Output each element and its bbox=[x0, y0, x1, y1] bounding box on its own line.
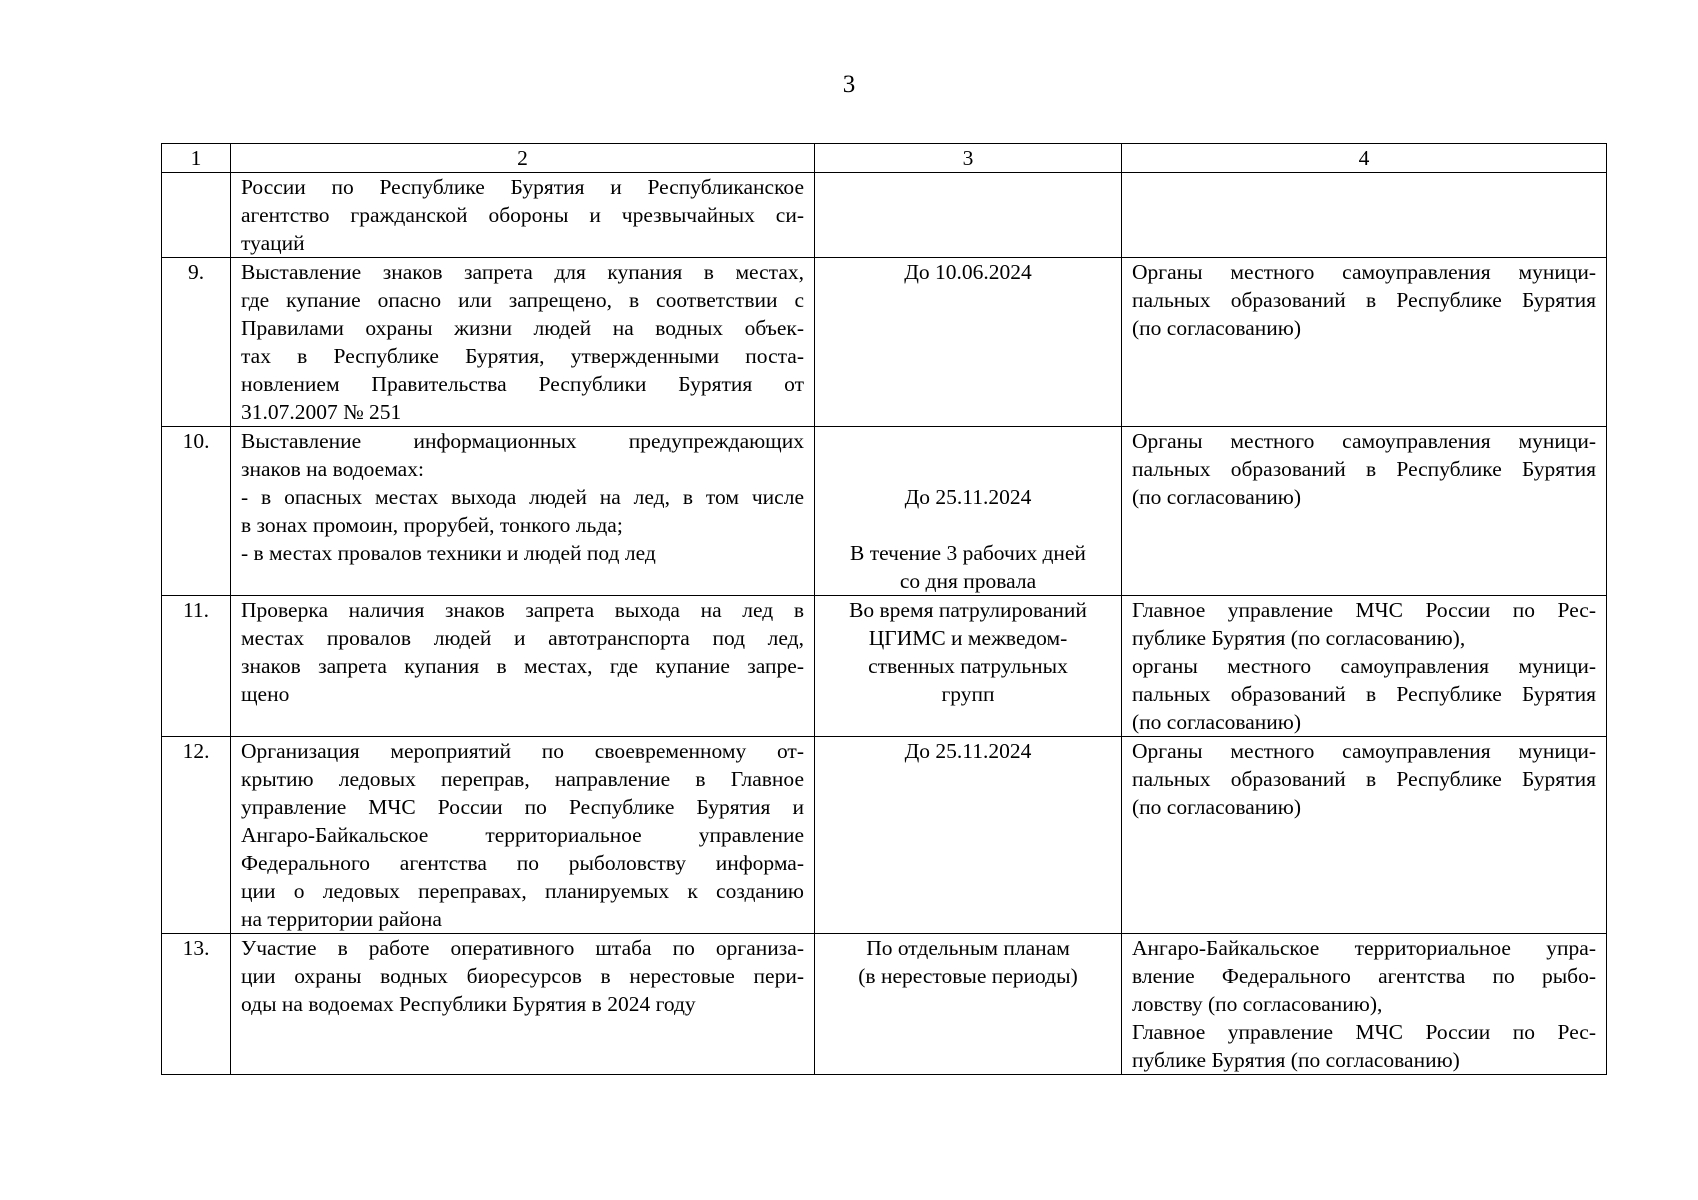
text-line: Проверка наличия знаков запрета выхода на лед в bbox=[241, 598, 804, 622]
text-line: Ангаро-Байкальское территориальное управление bbox=[241, 823, 804, 847]
text-line: Главное управление МЧС России по Рес- bbox=[1132, 1020, 1596, 1044]
text-line: ции о ледовых переправах, планируемых к созданию bbox=[241, 879, 804, 903]
term-line: (в нерестовые периоды) bbox=[858, 964, 1078, 988]
text-line: щено bbox=[241, 682, 290, 706]
text-line: знаков на водоемах: bbox=[241, 457, 424, 481]
row-description bbox=[231, 173, 815, 258]
text-line: Участие в работе оперативного штаба по организа- bbox=[241, 936, 804, 960]
text-line: туаций bbox=[241, 231, 305, 255]
row-executor bbox=[1122, 737, 1607, 934]
row-executor bbox=[1122, 258, 1607, 427]
row-executor bbox=[1122, 427, 1607, 596]
text-line: публике Бурятия (по согласованию) bbox=[1132, 1048, 1460, 1072]
row-number: 12. bbox=[162, 737, 231, 934]
row-executor bbox=[1122, 934, 1607, 1075]
table-row bbox=[162, 173, 1607, 258]
term-line: со дня провала bbox=[899, 569, 1037, 593]
row-description bbox=[231, 934, 815, 1075]
row-description bbox=[231, 258, 815, 427]
table-row bbox=[162, 737, 1607, 934]
spacer bbox=[825, 427, 1111, 455]
plan-table bbox=[161, 143, 1607, 1075]
table-header-row bbox=[162, 144, 1607, 173]
text-line: пальных образований в Республике Бурятия bbox=[1132, 767, 1596, 791]
row-number bbox=[162, 173, 231, 258]
term-line: По отдельным планам bbox=[866, 936, 1070, 960]
term-line: В течение 3 рабочих дней bbox=[850, 541, 1086, 565]
spacer bbox=[825, 455, 1111, 483]
term-line: До 25.11.2024 bbox=[904, 485, 1032, 509]
table-row bbox=[162, 258, 1607, 427]
text-line: - в опасных местах выхода людей на лед, в том числе bbox=[241, 485, 804, 509]
text-line: Ангаро-Байкальское территориальное упра- bbox=[1132, 936, 1596, 960]
page-number: 3 bbox=[842, 71, 856, 98]
term-line: ственных патрульных bbox=[868, 654, 1068, 678]
text-line: Выставление знаков запрета для купания в местах, bbox=[241, 260, 804, 284]
text-line: новлением Правительства Республики Бурятия от bbox=[241, 372, 804, 396]
text-line: Органы местного самоуправления муници- bbox=[1132, 429, 1596, 453]
row-term bbox=[815, 737, 1122, 934]
text-line: агентство гражданской обороны и чрезвычайных си- bbox=[241, 203, 804, 227]
row-term bbox=[815, 596, 1122, 737]
text-line: пальных образований в Республике Бурятия bbox=[1132, 288, 1596, 312]
text-line: (по согласованию) bbox=[1132, 795, 1302, 819]
row-number: 9. bbox=[162, 258, 231, 427]
term-line: До 25.11.2024 bbox=[904, 739, 1032, 763]
text-line: пальных образований в Республике Бурятия bbox=[1132, 682, 1596, 706]
text-line: ции охраны водных биоресурсов в нерестовые пери- bbox=[241, 964, 804, 988]
row-description bbox=[231, 596, 815, 737]
column-header: 1 bbox=[162, 144, 231, 173]
text-line: 31.07.2007 № 251 bbox=[241, 400, 402, 424]
text-line: (по согласованию) bbox=[1132, 316, 1302, 340]
term-line: групп bbox=[941, 682, 995, 706]
term-line: До 10.06.2024 bbox=[904, 260, 1032, 284]
spacer bbox=[825, 511, 1111, 539]
text-line: знаков запрета купания в местах, где купание запре- bbox=[241, 654, 804, 678]
row-number: 13. bbox=[162, 934, 231, 1075]
text-line: Органы местного самоуправления муници- bbox=[1132, 739, 1596, 763]
row-number: 10. bbox=[162, 427, 231, 596]
row-term bbox=[815, 173, 1122, 258]
column-header: 4 bbox=[1122, 144, 1607, 173]
row-term bbox=[815, 934, 1122, 1075]
term-line: Во время патрулирований bbox=[849, 598, 1087, 622]
row-executor bbox=[1122, 173, 1607, 258]
table-row bbox=[162, 934, 1607, 1075]
row-term bbox=[815, 427, 1122, 596]
row-term bbox=[815, 258, 1122, 427]
text-line: Выставление информационных предупреждающих bbox=[241, 429, 804, 453]
text-line: России по Республике Бурятия и Республиканское bbox=[241, 175, 804, 199]
text-line: местах провалов людей и автотранспорта под лед, bbox=[241, 626, 804, 650]
table-row bbox=[162, 596, 1607, 737]
text-line: Организация мероприятий по своевременному от- bbox=[241, 739, 804, 763]
column-header: 3 bbox=[815, 144, 1122, 173]
text-line: Главное управление МЧС России по Рес- bbox=[1132, 598, 1596, 622]
text-line: управление МЧС России по Республике Бурятия и bbox=[241, 795, 804, 819]
text-line: - в местах провалов техники и людей под лед bbox=[241, 541, 656, 565]
text-line: в зонах промоин, прорубей, тонкого льда; bbox=[241, 513, 623, 537]
row-number: 11. bbox=[162, 596, 231, 737]
text-line: (по согласованию) bbox=[1132, 710, 1302, 734]
text-line: Органы местного самоуправления муници- bbox=[1132, 260, 1596, 284]
text-line: тах в Республике Бурятия, утвержденными поста- bbox=[241, 344, 804, 368]
text-line: крытию ледовых переправ, направление в Главное bbox=[241, 767, 804, 791]
text-line: на территории района bbox=[241, 907, 442, 931]
text-line: органы местного самоуправления муници- bbox=[1132, 654, 1596, 678]
text-line: (по согласованию) bbox=[1132, 485, 1302, 509]
text-line: вление Федерального агентства по рыбо- bbox=[1132, 964, 1596, 988]
table-row bbox=[162, 427, 1607, 596]
text-line: оды на водоемах Республики Бурятия в 2024 году bbox=[241, 992, 696, 1016]
text-line: пальных образований в Республике Бурятия bbox=[1132, 457, 1596, 481]
text-line: ловству (по согласованию), bbox=[1132, 992, 1383, 1016]
text-line: публике Бурятия (по согласованию), bbox=[1132, 626, 1466, 650]
row-executor bbox=[1122, 596, 1607, 737]
text-line: где купание опасно или запрещено, в соответствии с bbox=[241, 288, 804, 312]
term-line: ЦГИМС и межведом- bbox=[868, 626, 1068, 650]
row-description bbox=[231, 737, 815, 934]
column-header: 2 bbox=[231, 144, 815, 173]
text-line: Федерального агентства по рыболовству информа- bbox=[241, 851, 804, 875]
row-description bbox=[231, 427, 815, 596]
text-line: Правилами охраны жизни людей на водных объек- bbox=[241, 316, 804, 340]
